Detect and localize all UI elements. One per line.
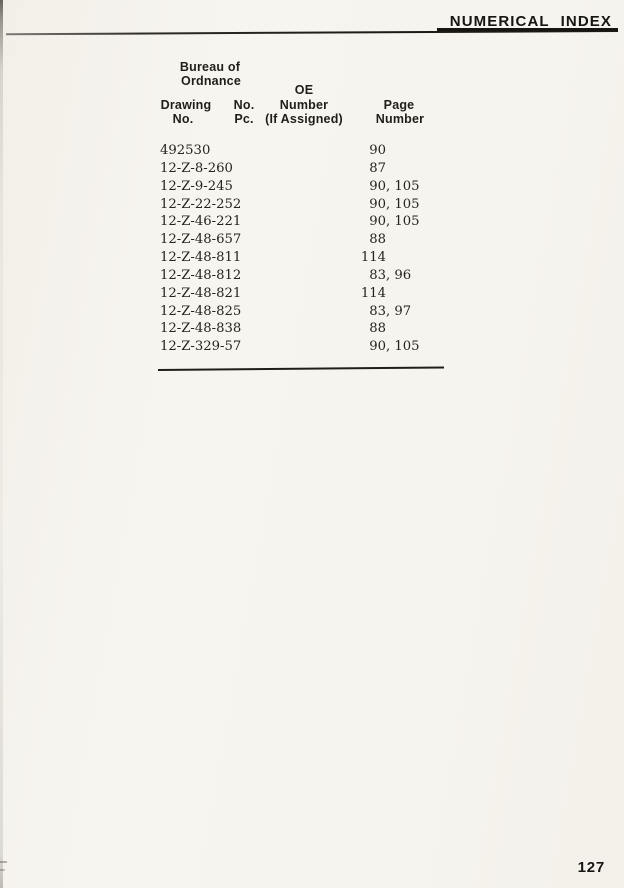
drawing-number: 12-Z-8-260 (160, 160, 233, 176)
scan-speck (0, 861, 7, 863)
table-row (0, 179, 624, 197)
scan-edge-artifact (0, 0, 3, 888)
table-row (0, 214, 624, 232)
page-number-first: 90 (369, 214, 386, 230)
col-header-page-line1: Page (383, 98, 415, 112)
col-header-nopc-line2: Pc. (234, 112, 254, 126)
page-numbers (340, 197, 420, 212)
page-numbers (340, 286, 386, 301)
col-header-page-line2: Number (375, 112, 425, 126)
page-title: NUMERICAL INDEX (449, 13, 612, 30)
page-number-first: 83 (369, 267, 386, 283)
drawing-number: 12-Z-48-838 (160, 321, 242, 337)
page-number-first: 114 (360, 250, 386, 266)
page-number-first: 114 (360, 285, 386, 301)
page-numbers (340, 268, 411, 283)
drawing-number: 12-Z-22-252 (160, 196, 242, 212)
table-row (0, 304, 624, 322)
col-header-oe-line1: OE (294, 83, 314, 97)
page-numbers (340, 214, 420, 229)
table-row (0, 286, 624, 304)
scan-speck (0, 869, 5, 871)
col-header-drawing-line2: No. (172, 112, 194, 126)
drawing-number: 12-Z-9-245 (160, 178, 233, 194)
page-numbers (340, 232, 386, 247)
page-numbers (340, 339, 420, 354)
drawing-number: 12-Z-48-812 (160, 267, 242, 283)
col-header-drawing-line1: Drawing (160, 98, 212, 112)
page-number-first: 83 (369, 303, 386, 319)
page-number-first: 88 (369, 232, 386, 248)
page-numbers (340, 161, 386, 176)
index-table (0, 143, 624, 357)
table-row (0, 197, 624, 215)
page-number: 127 (577, 859, 605, 876)
col-header-bureau-line1: Bureau of (179, 60, 241, 74)
page-numbers (340, 321, 386, 336)
col-header-bureau-line2: Ordnance (181, 74, 241, 88)
page-number-rest: , 105 (386, 339, 420, 355)
page-number-rest: , 105 (386, 178, 420, 194)
page-number-first: 90 (369, 143, 386, 158)
drawing-number: 12-Z-48-657 (160, 232, 242, 248)
page-number-rest: , 97 (386, 303, 412, 319)
page-number-first: 88 (369, 321, 386, 337)
table-row (0, 250, 624, 268)
page-number-rest: , 105 (386, 196, 420, 212)
page-numbers (340, 179, 420, 194)
drawing-number: 12-Z-48-825 (160, 303, 242, 319)
page-number-first: 90 (369, 196, 386, 212)
page-number-rest: , 96 (386, 267, 412, 283)
table-row (0, 143, 624, 161)
page-numbers (340, 143, 386, 158)
page-number-first: 90 (369, 178, 386, 194)
table-row (0, 161, 624, 179)
page-numbers (340, 304, 411, 319)
page-number-first: 87 (369, 160, 386, 176)
page-number-rest: , 105 (386, 214, 420, 230)
drawing-number: 12-Z-48-821 (160, 285, 242, 301)
table-bottom-rule (158, 366, 444, 370)
col-header-oe-line2: Number (279, 98, 329, 112)
table-row (0, 339, 624, 357)
page-number-first: 90 (369, 339, 386, 355)
drawing-number: 12-Z-329-57 (160, 339, 242, 355)
table-row (0, 321, 624, 339)
drawing-number: 492530 (160, 143, 211, 158)
table-row (0, 268, 624, 286)
col-header-oe-line3: (If Assigned) (265, 112, 343, 126)
drawing-number: 12-Z-46-221 (160, 214, 242, 230)
col-header-nopc-line1: No. (233, 98, 255, 112)
table-row (0, 232, 624, 250)
drawing-number: 12-Z-48-811 (160, 250, 242, 266)
page-numbers (340, 250, 386, 265)
